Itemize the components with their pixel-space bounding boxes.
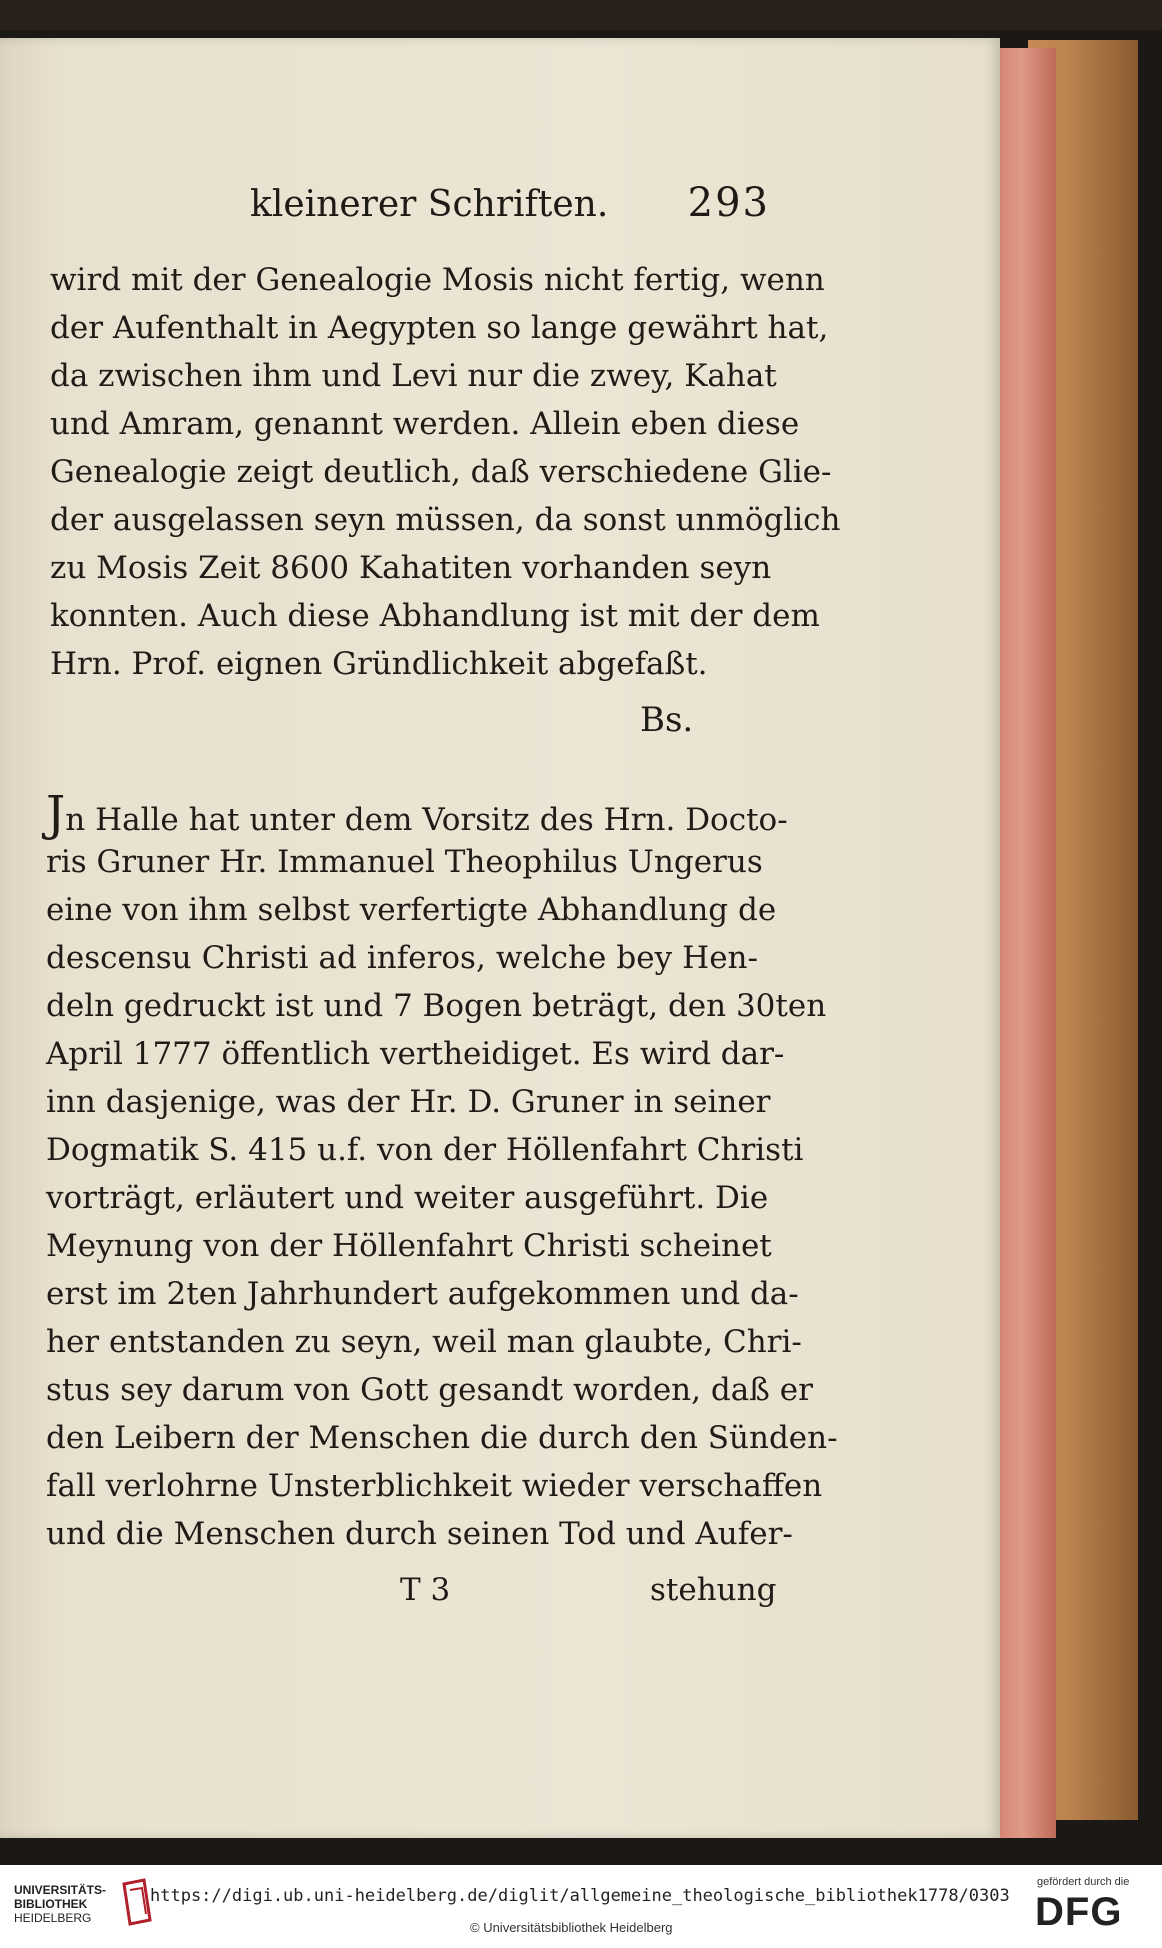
signature-mark: T 3 (400, 1572, 451, 1608)
catchword: stehung (650, 1572, 777, 1608)
text-line: zu Mosis Zeit 8600 Kahatiten vorhanden seyn (50, 550, 772, 586)
text-line: und die Menschen durch seinen Tod und Aufer- (46, 1516, 793, 1552)
text-line: Dogmatik S. 415 u.f. von der Höllenfahrt Christi (46, 1132, 804, 1168)
running-head-title: kleinerer Schriften. (250, 184, 609, 225)
text-line: vorträgt, erläutert und weiter ausgeführt. Die (46, 1180, 769, 1216)
text-line: deln gedruckt ist und 7 Bogen beträgt, den 30ten (46, 988, 827, 1024)
library-name-line: UNIVERSITÄTS- (14, 1883, 107, 1897)
text-line: eine von ihm selbst verfertigte Abhandlung de (46, 892, 777, 928)
dfg-logo[interactable]: DFG (1035, 1890, 1123, 1934)
text-line: der ausgelassen seyn müssen, da sonst unmöglich (50, 502, 841, 538)
text-line: descensu Christi ad inferos, welche bey Hen- (46, 940, 758, 976)
text-line-rest: n Halle hat unter dem Vorsitz des Hrn. Docto- (65, 802, 788, 838)
footer-bar (0, 1865, 1162, 1948)
text-line: den Leibern der Menschen die durch den Sünden- (46, 1420, 838, 1456)
book-top-edge (0, 0, 1162, 30)
permalink-url[interactable]: https://digi.ub.uni-heidelberg.de/diglit/allgemeine_theologische_bibliothek1778/0303 (150, 1886, 1010, 1906)
text-line: Genealogie zeigt deutlich, daß verschiedene Glie- (50, 454, 832, 490)
text-line: konnten. Auch diese Abhandlung ist mit der dem (50, 598, 820, 634)
text-line: der Aufenthalt in Aegypten so lange gewährt hat, (50, 310, 829, 346)
text-line (46, 786, 788, 842)
paragraph-2 (46, 786, 838, 1558)
running-head (250, 180, 770, 240)
text-line: her entstanden zu seyn, weil man glaubte, Chri- (46, 1324, 802, 1360)
text-line: ris Gruner Hr. Immanuel Theophilus Ungerus (46, 844, 763, 880)
text-line: wird mit der Genealogie Mosis nicht fertig, wenn (50, 262, 825, 298)
text-line: inn dasjenige, was der Hr. D. Gruner in seiner (46, 1084, 771, 1120)
drop-initial: J (46, 786, 66, 842)
library-city: HEIDELBERG (14, 1911, 92, 1925)
paragraph-1 (50, 256, 841, 688)
copyright-notice: © Universitätsbibliothek Heidelberg (470, 1920, 673, 1935)
text-line: da zwischen ihm und Levi nur die zwey, Kahat (50, 358, 777, 394)
text-line: Hrn. Prof. eignen Gründlichkeit abgefaßt. (50, 646, 708, 682)
text-line: April 1777 öffentlich vertheidiget. Es wird dar- (46, 1036, 785, 1072)
text-line: fall verlohrne Unsterblichkeit wieder verschaffen (46, 1468, 823, 1504)
text-line: erst im 2ten Jahrhundert aufgekommen und da- (46, 1276, 799, 1312)
library-logo[interactable] (14, 1883, 124, 1925)
text-line: und Amram, genannt werden. Allein eben diese (50, 406, 800, 442)
library-name-line: BIBLIOTHEK (14, 1897, 88, 1911)
author-signature: Bs. (640, 700, 694, 740)
funder-note: gefördert durch die (1037, 1876, 1130, 1888)
page-number: 293 (687, 180, 770, 226)
text-line: stus sey darum von Gott gesandt worden, daß er (46, 1372, 813, 1408)
text-line: Meynung von der Höllenfahrt Christi scheinet (46, 1228, 772, 1264)
